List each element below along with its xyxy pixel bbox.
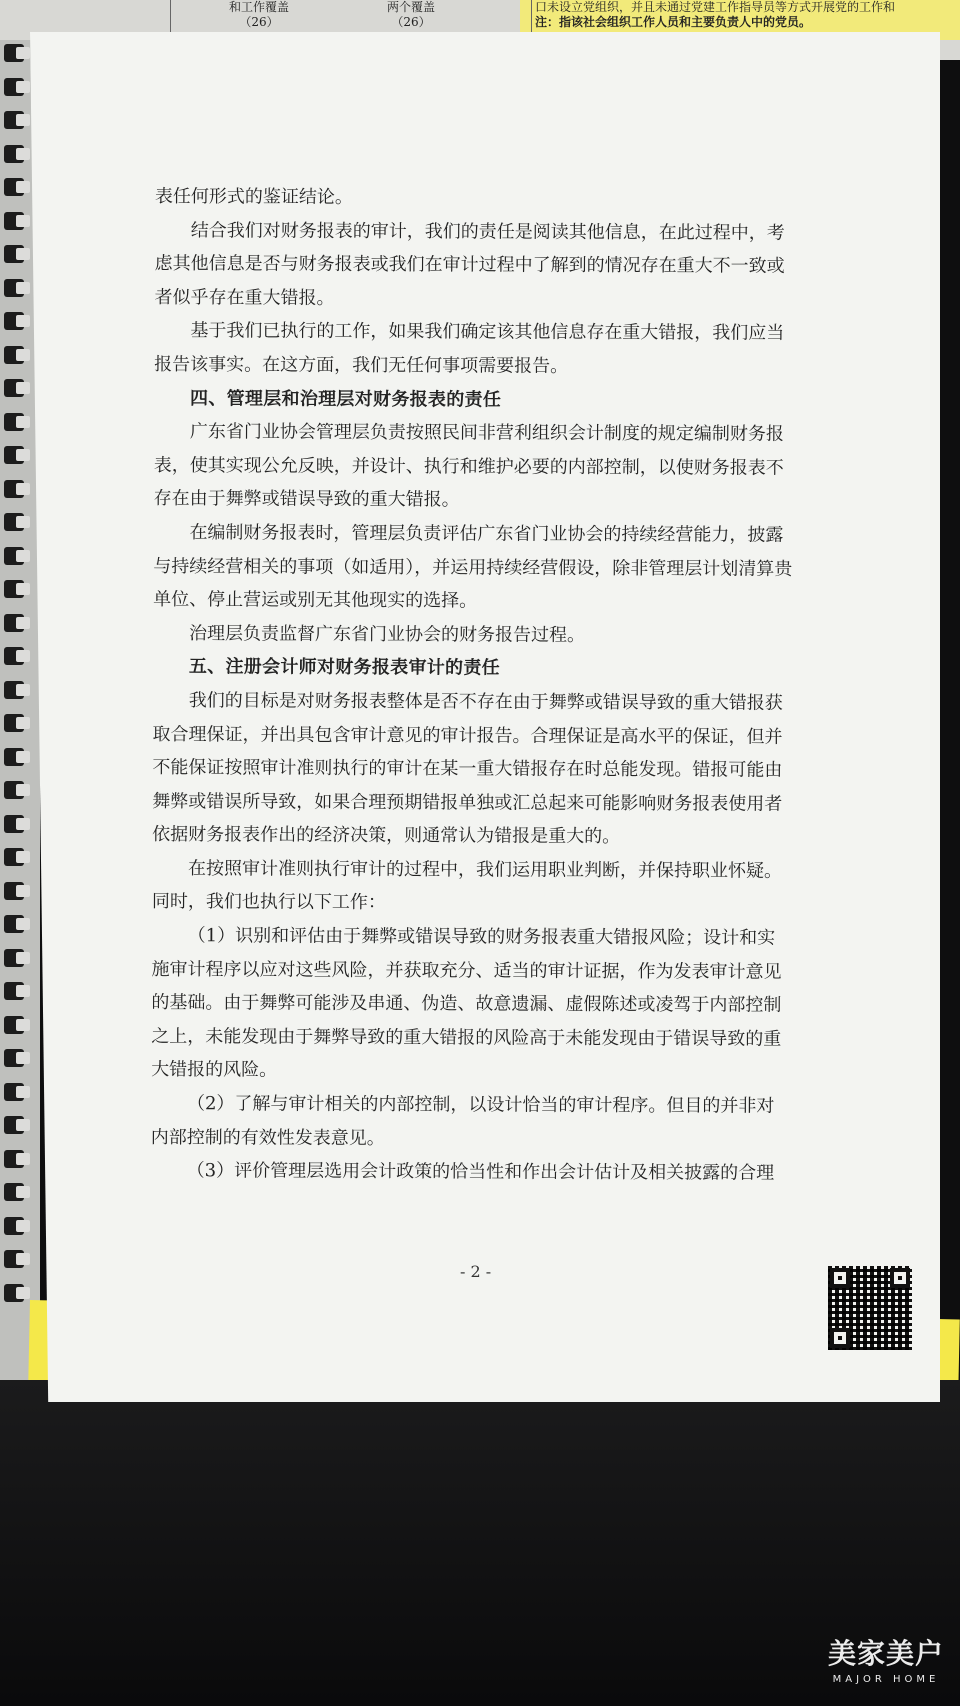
binding-ring: [4, 580, 24, 598]
binding-ring: [4, 681, 24, 699]
list-item: （3）评价管理层选用会计政策的恰当性和作出会计估计及相关披露的合理: [186, 1160, 775, 1184]
document-body: [151, 180, 795, 1191]
watermark-chinese: 美家美户: [828, 1637, 945, 1670]
binding-ring: [4, 1049, 24, 1067]
paragraph: 我们的目标是对财务报表整体是否不存在由于舞弊或错误导致的重大错报获取合理保证，并出具包含审计意见的审计报告。合理保证是高水平的保证，但并不能保证按照审计准则执行的审计在某一重大错报存在时总能发现。错报可能由舞弊或错误所导致，如果合理预期错报单独或汇总起来可能影响财务报表使用者依据财务报表作出的经济决策，则通常认为错报是重大的。: [152, 690, 783, 848]
binding-ring: [4, 1183, 24, 1201]
watermark-logo: [828, 1632, 944, 1685]
binding-ring: [4, 245, 24, 263]
section-heading: 五、注册会计师对财务报表审计的责任: [188, 656, 501, 679]
qr-code-icon: [826, 1264, 914, 1352]
paragraph: 广东省门业协会管理层负责按照民间非营利组织会计制度的规定编制财务报表，使其实现公允反映，并设计、执行和维护必要的内部控制，以使财务报表不存在由于舞弊或错误导致的重大错报。: [153, 421, 784, 511]
binding-ring: [4, 480, 24, 498]
binding-ring: [4, 647, 24, 665]
binding-ring: [4, 78, 24, 96]
binding-ring: [4, 714, 24, 732]
binding-ring: [4, 949, 24, 967]
binding-ring: [4, 882, 24, 900]
binding-ring: [4, 446, 24, 464]
binding-ring: [4, 111, 24, 129]
binding-ring: [4, 781, 24, 799]
binding-ring: [4, 312, 24, 330]
list-item: （2）了解与审计相关的内部控制，以设计恰当的审计程序。但目的并非对内部控制的有效性发表意见。: [150, 1093, 775, 1149]
paragraph: 在编制财务报表时，管理层负责评估广东省门业协会的持续经营能力，披露与持续经营相关的事项（如适用），并运用持续经营假设，除非管理层计划清算贵单位、停止营运或别无其他现实的选择。: [153, 522, 793, 612]
watermark-english: MAJOR HOME: [832, 1674, 940, 1685]
binding-ring: [4, 413, 24, 431]
paragraph: 表任何形式的鉴证结论。: [154, 185, 353, 208]
binding-ring: [4, 1284, 24, 1302]
binding-ring: [4, 915, 24, 933]
binding-ring: [4, 815, 24, 833]
binding-ring: [4, 145, 24, 163]
binding-ring: [4, 346, 24, 364]
paragraph: 在按照审计准则执行审计的过程中，我们运用职业判断，并保持职业怀疑。同时，我们也执行以下工作：: [151, 858, 783, 914]
paragraph: 治理层负责监督广东省门业协会的财务报告过程。: [188, 622, 586, 646]
binding-ring: [4, 1116, 24, 1134]
binding-ring: [4, 279, 24, 297]
qr-finder-mark: [830, 1328, 850, 1348]
background-table-cell: 两个覆盖 （26）: [386, 0, 435, 29]
binding-ring: [4, 178, 24, 196]
binding-ring: [4, 379, 24, 397]
binding-ring: [4, 547, 24, 565]
binding-ring: [4, 848, 24, 866]
dark-background: [0, 1380, 960, 1706]
background-document-note: [535, 0, 895, 30]
binding-ring: [4, 1016, 24, 1034]
binding-ring: [4, 1083, 24, 1101]
binding-ring: [4, 1150, 24, 1168]
binding-ring: [4, 212, 24, 230]
background-note-line: 口未设立党组织，并且未通过党建工作指导员等方式开展党的工作和: [535, 0, 896, 14]
binding-ring: [4, 1250, 24, 1268]
list-item: （1）识别和评估由于舞弊或错误导致的财务报表重大错报风险；设计和实施审计程序以应对这些风险，并获取充分、适当的审计证据，作为发表审计意见的基础。由于舞弊可能涉及串通、伪造、故意遗漏、虚假陈述或凌驾于内部控制之上，未能发现由于舞弊导致的重大错报的风险高于未能发现由于错误导致的重大错报的风险。: [151, 925, 782, 1081]
paragraph: 结合我们对财务报表的审计，我们的责任是阅读其他信息，在此过程中，考虑其他信息是否与财务报表或我们在审计过程中了解到的情况存在重大不一致或者似乎存在重大错报。: [154, 219, 785, 309]
background-note-line: 注：指该社会组织工作人员和主要负责人中的党员。: [535, 15, 812, 29]
page-number: - 2 -: [460, 1262, 492, 1281]
binding-ring: [4, 748, 24, 766]
binding-ring: [4, 44, 24, 62]
binding-ring: [4, 982, 24, 1000]
qr-finder-mark: [830, 1268, 850, 1288]
binding-ring: [4, 1217, 24, 1235]
binding-ring: [4, 614, 24, 632]
binding-ring: [4, 513, 24, 531]
paragraph: 基于我们已执行的工作，如果我们确定该其他信息存在重大错报，我们应当报告该事实。在这方面，我们无任何事项需要报告。: [154, 320, 785, 377]
qr-finder-mark: [890, 1268, 910, 1288]
section-heading: 四、管理层和治理层对财务报表的责任: [190, 387, 502, 411]
background-table-cell: 和工作覆盖 （26）: [228, 0, 289, 29]
